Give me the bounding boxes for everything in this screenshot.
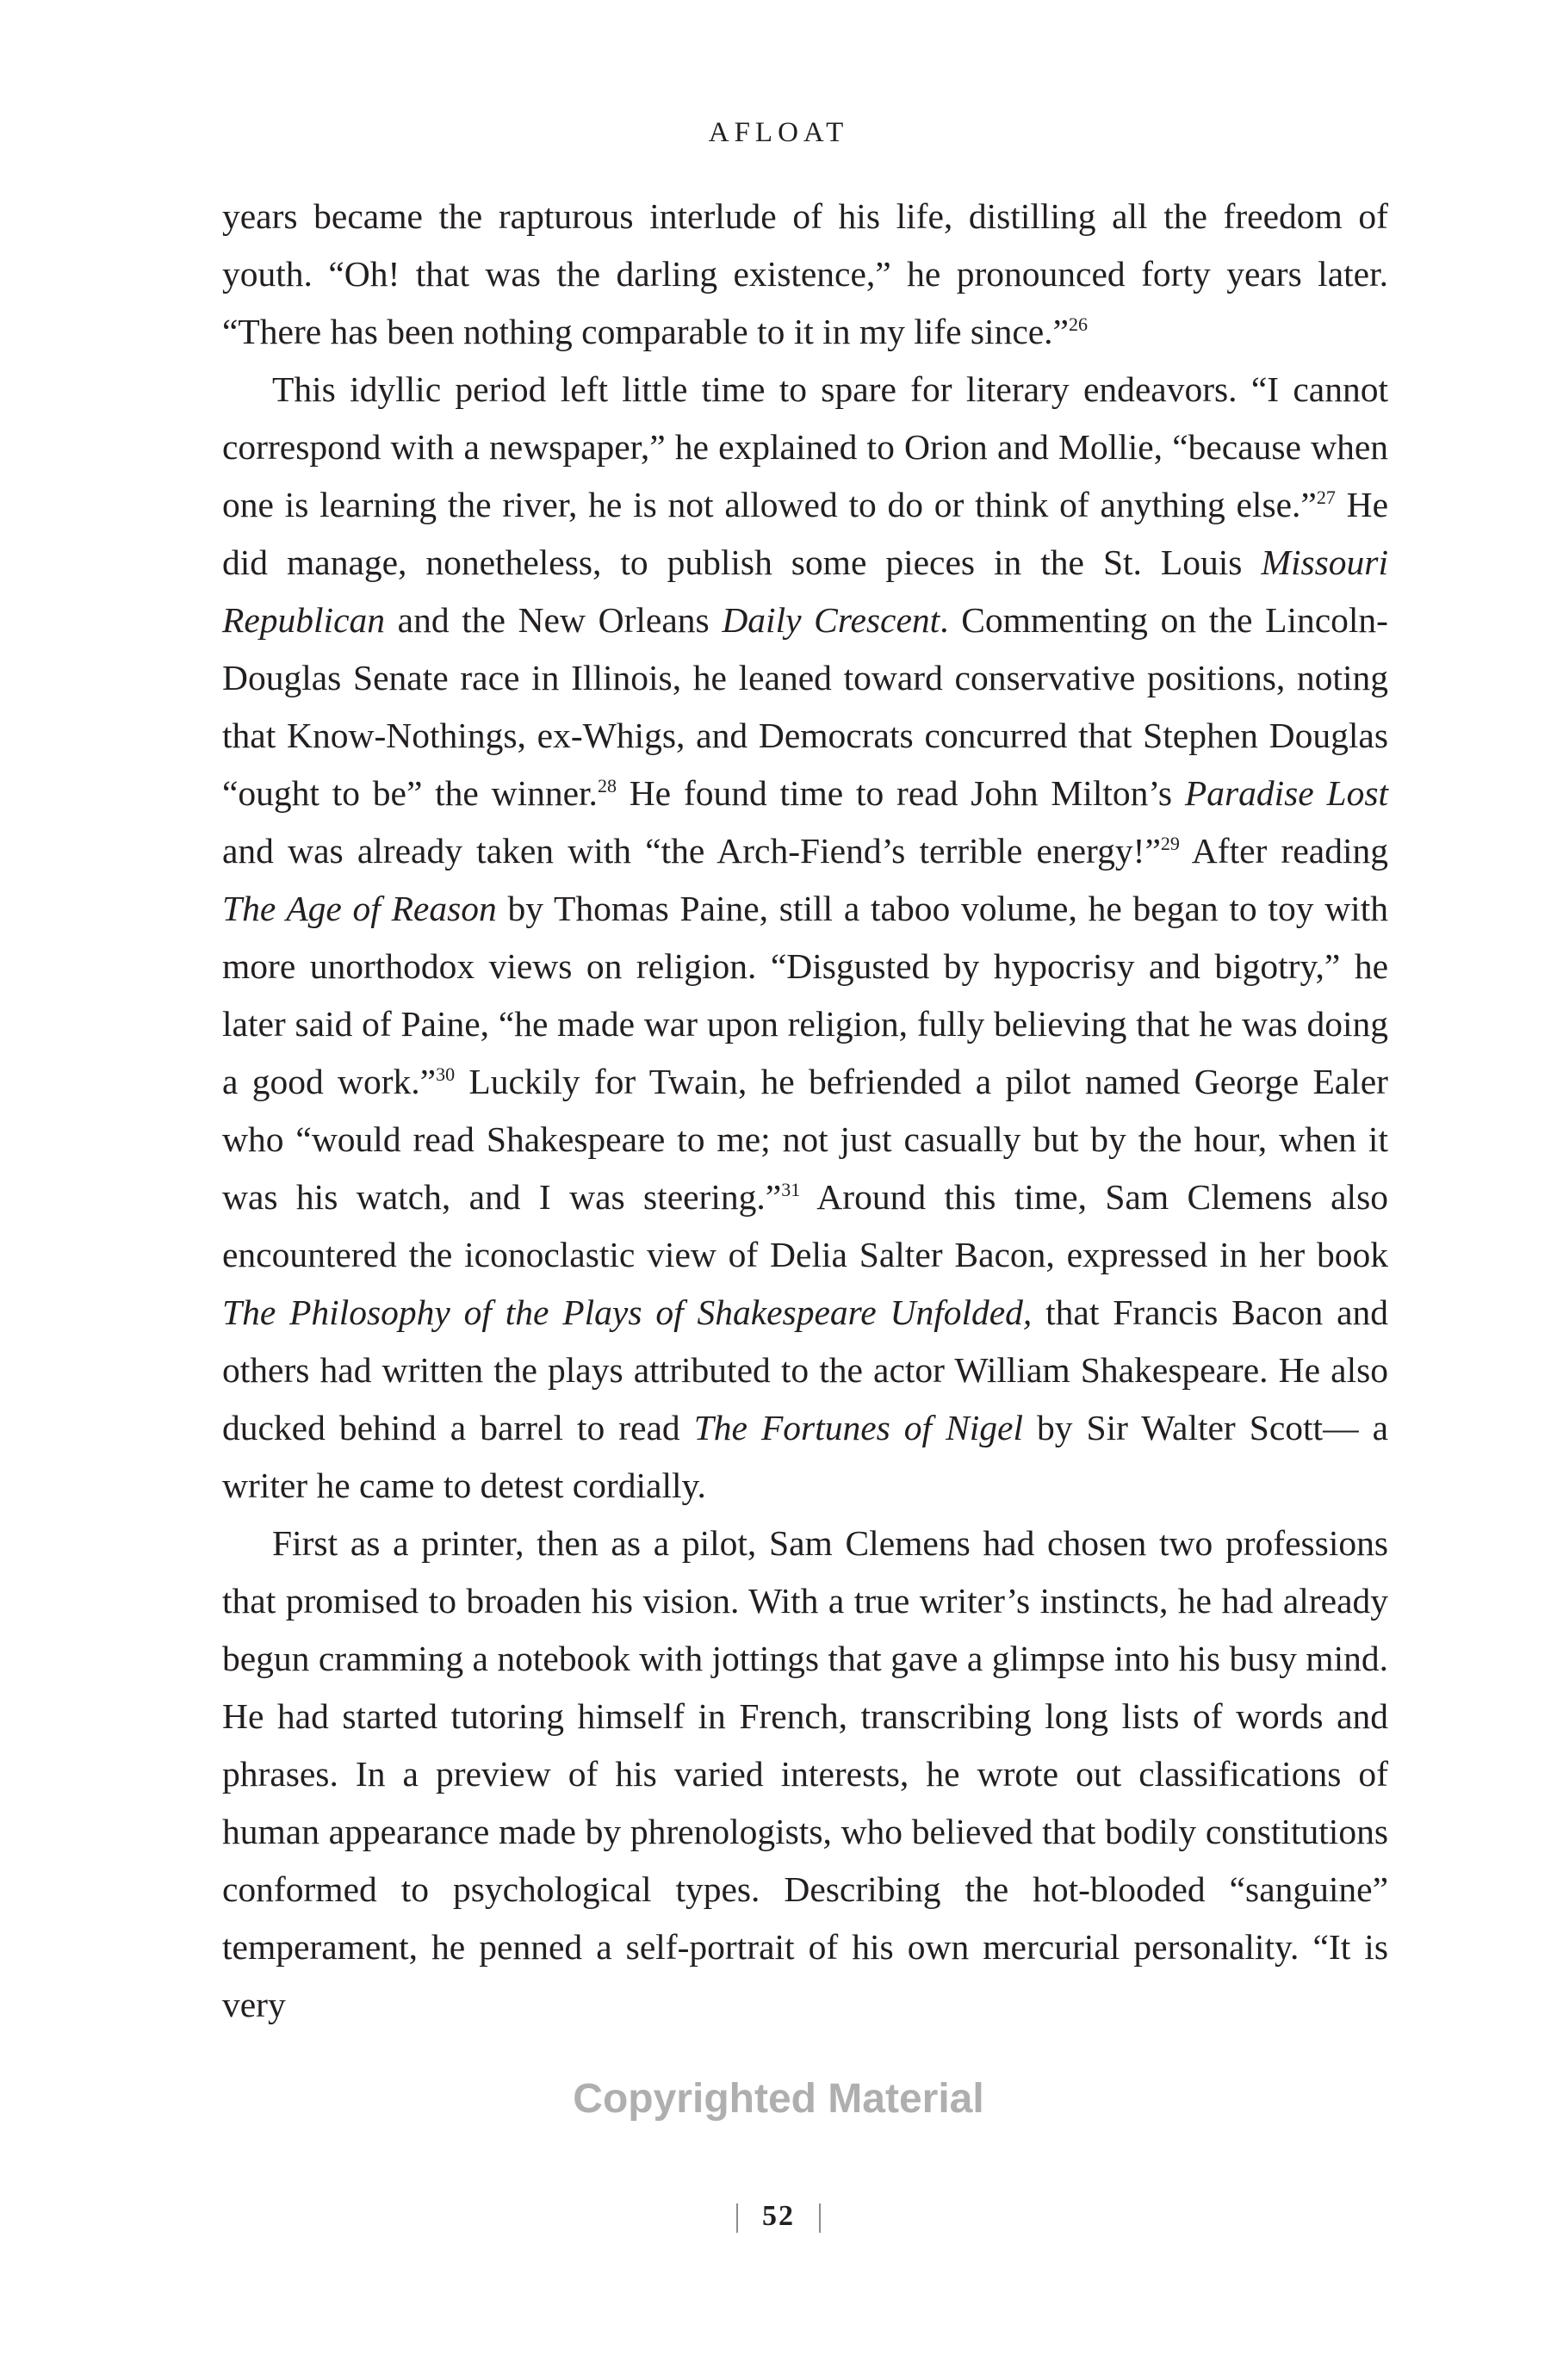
text-run: that Francis Bacon and others had written the plays attributed to the actor William Shakespeare. He also ducked behind a barrel to read [222, 1292, 1388, 1447]
text-run: This idyllic period left little time to spare for literary endeavors. “I cannot correspond with a newspaper,” he explained to Orion and Mollie, “because when one is learning the river, he is not allowed to do or think of anything else.” [222, 369, 1388, 524]
text-run: years became the rapturous interlude of his life, distilling all the freedom of youth. “Oh! that was the darling existence,” he pronounced forty years later. “There has been nothing comparable to it in my life since.” [222, 196, 1388, 351]
italic-title: Daily Crescent [722, 600, 940, 640]
footnote-marker: 30 [436, 1063, 456, 1085]
running-head: AFLOAT [708, 117, 849, 148]
folio-rule-left [736, 2203, 738, 2233]
text-run: by Sir Walter Scott— a writer he came to detest cordially. [222, 1408, 1388, 1505]
page-number-footer [0, 2200, 1557, 2233]
footnote-marker: 28 [597, 775, 617, 796]
text-run: After reading [1179, 831, 1388, 871]
text-run: and was already taken with “the Arch-Fiend’s terrible energy!” [222, 831, 1161, 871]
text-run: and the New Orleans [385, 600, 723, 640]
paragraph [222, 1515, 1388, 2034]
page-number: 52 [762, 2200, 795, 2232]
italic-title: The Fortunes of Nigel [693, 1408, 1023, 1447]
paragraph [222, 188, 1388, 361]
text-run: . Commenting on the Lincoln-Douglas Senate race in Illinois, he leaned toward conservative positions, noting that Know-Nothings, ex-Whigs, and Democrats concurred that Stephen Douglas “ought to be” the winner. [222, 600, 1388, 813]
copyright-watermark: Copyrighted Material [573, 2076, 984, 2122]
text-run: by Thomas Paine, still a taboo volume, he began to toy with more unorthodox views on religion. “Disgusted by hypocrisy and bigotry,” he later said of Paine, “he made war upon religion, fully believing that he was doing a good work.” [222, 889, 1388, 1101]
body-text [222, 188, 1388, 2034]
italic-title: The Philosophy of the Plays of Shakespeare Unfolded, [222, 1292, 1033, 1332]
folio-rule-right [819, 2203, 821, 2233]
text-run: Luckily for Twain, he befriended a pilot named George Ealer who “would read Shakespeare to me; not just casually but by the hour, when it was his watch, and I was steering.” [222, 1062, 1388, 1217]
italic-title: Missouri Republican [222, 542, 1388, 640]
text-run: He found time to read John Milton’s [616, 773, 1185, 813]
footnote-marker: 27 [1316, 487, 1336, 508]
italic-title: The Age of Reason [222, 889, 497, 928]
text-run: Around this time, Sam Clemens also encountered the iconoclastic view of Delia Salter Bacon, expressed in her book [222, 1177, 1388, 1274]
text-run: First as a printer, then as a pilot, Sam Clemens had chosen two professions that promised to broaden his vision. With a true writer’s instincts, he had already begun cramming a notebook with jottings that gave a glimpse into his busy mind. He had started tutoring himself in French, transcribing long lists of words and phrases. In a preview of his varied interests, he wrote out classifications of human appearance made by phrenologists, who believed that bodily constitutions conformed to psychological types. Describing the hot-blooded “sanguine” temperament, he penned a self-portrait of his own mercurial personality. “It is very [222, 1523, 1388, 2024]
footnote-marker: 29 [1160, 833, 1180, 854]
footnote-marker: 26 [1068, 313, 1088, 335]
text-run: He did manage, nonetheless, to publish some pieces in the St. Louis [222, 485, 1388, 582]
paragraph [222, 361, 1388, 1515]
italic-title: Paradise Lost [1184, 773, 1388, 813]
footnote-marker: 31 [781, 1179, 801, 1200]
